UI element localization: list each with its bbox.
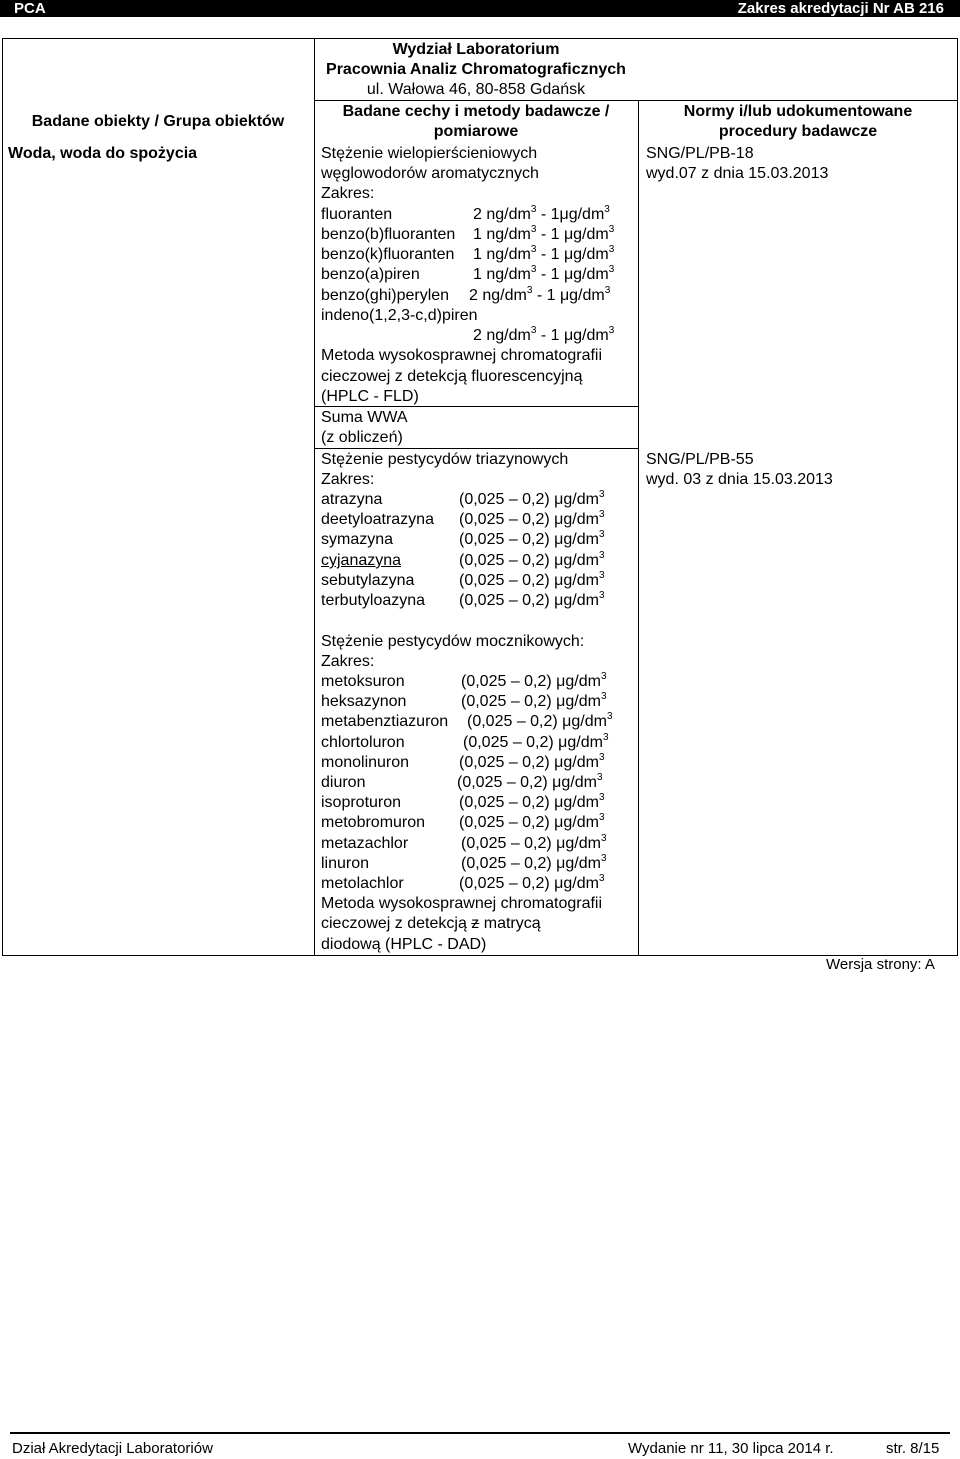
urea-item-name: metazachlor (321, 835, 409, 852)
header-bar (0, 0, 960, 17)
triazine-item-name: symazyna (321, 531, 394, 548)
triazine-item-range: (0,025 – 0,2) $\mu g/dm^3$ (459, 488, 605, 508)
wwa-item-range: 1 $ng/dm^3 - 1$ $\mu g/dm^3$ (473, 263, 615, 283)
col-divider-2 (638, 101, 639, 955)
urea-item-name: chlortoluron (321, 734, 405, 751)
wwa-indeno-range: 2 $ng/dm^3 - 1$ $\mu g/dm^3$ (473, 324, 615, 344)
col-header-objects: Badane obiekty / Grupa obiektów (31, 113, 285, 130)
urea-item-name: metobromuron (321, 814, 426, 831)
triazine-norm-2: wyd. 03 z dnia 15.03.2013 (646, 471, 833, 488)
urea-item-name: metoksuron (321, 673, 405, 690)
triazine-title: Stężenie pestycydów triazynowych (321, 451, 569, 468)
footer-middle: Wydanie nr 11, 30 lipca 2014 r. (628, 1440, 834, 1457)
wwa-norm-1: SNG/PL/PB-18 (646, 145, 754, 162)
urea-item-range: (0,025 – 0,2) $\mu g/dm^3$ (457, 771, 603, 791)
wwa-method-3: (HPLC - FLD) (321, 388, 419, 405)
urea-item-name: isoproturon (321, 794, 402, 811)
wwa-item-name: benzo(ghi)perylen (321, 287, 450, 304)
col-divider-1 (314, 38, 315, 955)
triazine-item-name: sebutylazyna (321, 572, 415, 589)
wwa-zakres: Zakres: (321, 185, 375, 202)
col-header-features-1: Badane cechy i metody badawcze / (342, 103, 610, 120)
urea-item-name: metolachlor (321, 875, 404, 892)
page-version: Wersja strony: A (826, 956, 935, 973)
wwa-item-range: 2 $ng/dm^3 - 1$ $\mu g/dm^3$ (469, 284, 611, 304)
urea-item-range: (0,025 – 0,2) $\mu g/dm^3$ (459, 811, 605, 831)
wwa-title-1: Stężenie wielopierścieniowych (321, 145, 538, 162)
urea-item-range: (0,025 – 0,2) $\mu g/dm^3$ (459, 751, 605, 771)
wwa-title-2: węglowodorów aromatycznych (321, 165, 539, 182)
footer-right: str. 8/15 (886, 1440, 940, 1457)
wwa-indeno-name: indeno(1,2,3-c,d)piren (321, 307, 478, 324)
urea-item-name: heksazynon (321, 693, 407, 710)
lab-section: Pracownia Analiz Chromatograficznych (326, 61, 626, 78)
triazine-item-name: terbutyloazyna (321, 592, 426, 609)
wwa-norm-2: wyd.07 z dnia 15.03.2013 (646, 165, 829, 182)
lab-address: ul. Wałowa 46, 80-858 Gdańsk (366, 81, 586, 98)
triazine-item-range: (0,025 – 0,2) $\mu g/dm^3$ (459, 508, 605, 528)
wwa-item-range: 2 $ng/dm^3 - 1\mu g/dm^3$ (473, 203, 610, 223)
urea-item-range: (0,025 – 0,2) $\mu g/dm^3$ (461, 832, 607, 852)
object-name: Woda, woda do spożycia (8, 145, 198, 162)
urea-item-range: (0,025 – 0,2) $\mu g/dm^3$ (461, 670, 607, 690)
triazine-item-range: (0,025 – 0,2) $\mu g/dm^3$ (459, 528, 605, 548)
urea-item-name: monolinuron (321, 754, 410, 771)
urea-item-range: (0,025 – 0,2) $\mu g/dm^3$ (467, 710, 613, 730)
urea-item-range: (0,025 – 0,2) $\mu g/dm^3$ (459, 872, 605, 892)
triazine-item-name: atrazyna (321, 491, 383, 508)
triazine-item-range: (0,025 – 0,2) $\mu g/dm^3$ (459, 549, 605, 569)
urea-zakres: Zakres: (321, 653, 375, 670)
triazine-item-name: cyjanazyna (321, 552, 402, 569)
wwa-item-range: 1 $ng/dm^3 - 1$ $\mu g/dm^3$ (473, 223, 615, 243)
wwa-item-name: benzo(b)fluoranten (321, 226, 456, 243)
footer-divider (10, 1432, 950, 1434)
urea-item-range: (0,025 – 0,2) $\mu g/dm^3$ (461, 852, 607, 872)
wwa-suma-1: Suma WWA (321, 409, 408, 426)
triazine-item-range: (0,025 – 0,2) $\mu g/dm^3$ (459, 589, 605, 609)
col-header-features-2: pomiarowe (433, 123, 519, 140)
col-header-norms-2: procedury badawcze (718, 123, 878, 140)
wwa-method-2: cieczowej z detekcją fluorescencyjną (321, 368, 583, 385)
wwa-item-name: fluoranten (321, 206, 393, 223)
urea-item-range: (0,025 – 0,2) $\mu g/dm^3$ (463, 731, 609, 751)
triazine-item-name: deetyloatrazyna (321, 511, 434, 528)
triazine-item-range: (0,025 – 0,2) $\mu g/dm^3$ (459, 569, 605, 589)
urea-item-name: diuron (321, 774, 366, 791)
urea-item-name: metabenztiazuron (321, 713, 449, 730)
urea-method-3: diodową (HPLC - DAD) (321, 936, 487, 953)
urea-item-range: (0,025 – 0,2) $\mu g/dm^3$ (459, 791, 605, 811)
triazine-norm-1: SNG/PL/PB-55 (646, 451, 754, 468)
col-header-norms-1: Normy i/lub udokumentowane (683, 103, 913, 120)
urea-method-2: cieczowej z detekcją z matrycą (321, 915, 541, 932)
header-left: PCA (14, 0, 46, 17)
wwa-item-range: 1 $ng/dm^3 - 1$ $\mu g/dm^3$ (473, 243, 615, 263)
urea-title: Stężenie pestycydów mocznikowych: (321, 633, 585, 650)
lab-name: Wydział Laboratorium (392, 41, 560, 58)
wwa-suma-2: (z obliczeń) (321, 429, 403, 446)
wwa-method-1: Metoda wysokosprawnej chromatografii (321, 347, 603, 364)
wwa-item-name: benzo(k)fluoranten (321, 246, 455, 263)
footer-left: Dział Akredytacji Laboratoriów (12, 1440, 213, 1457)
urea-item-name: linuron (321, 855, 370, 872)
urea-method-1: Metoda wysokosprawnej chromatografii (321, 895, 603, 912)
urea-item-range: (0,025 – 0,2) $\mu g/dm^3$ (461, 690, 607, 710)
triazine-zakres: Zakres: (321, 471, 375, 488)
wwa-item-name: benzo(a)piren (321, 266, 420, 283)
header-right: Zakres akredytacji Nr AB 216 (737, 0, 944, 17)
